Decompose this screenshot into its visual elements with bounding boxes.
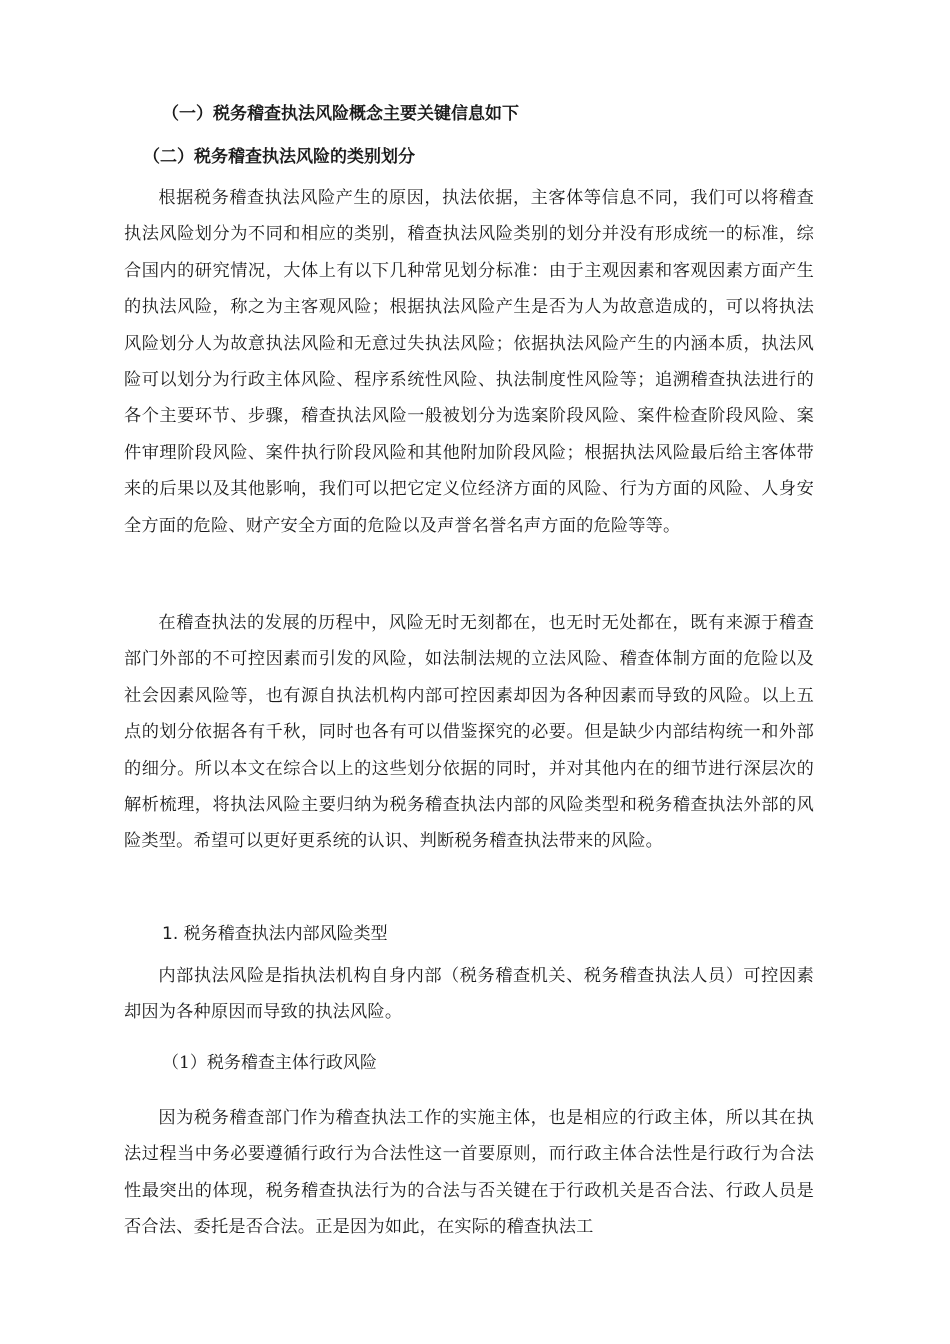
paragraph-internal-risk-definition: 内部执法风险是指执法机构自身内部（税务稽查机关、税务稽查执法人员）可控因素却因为各种原因而导致的执法风险。 [124, 966, 814, 1023]
paragraph-administrative-risk: 因为税务稽查部门作为稽查执法工作的实施主体，也是相应的行政主体，所以其在执法过程当中务必要遵循行政行为合法性这一首要原则，而行政主体合法性是行政行为合法性最突出的体现，税务稽查执法行为的合法与否关键在于行政机关是否合法、行政人员是否合法、委托是否合法。正是因为如此，在实际的稽查执法工 [124, 1108, 814, 1238]
paragraph-risk-history: 在稽查执法的发展的历程中，风险无时无刻都在，也无时无处都在，既有来源于稽查部门外部的不可控因素而引发的风险，如法制法规的立法风险、稽查体制方面的危险以及社会因素风险等，也有源自执法机构内部可控因素却因为各种因素而导致的风险。以上五点的划分依据各有千秋，同时也各有可以借鉴探究的必要。但是缺少内部结构统一和外部的细分。所以本文在综合以上的这些划分依据的同时，并对其他内在的细节进行深层次的解析梳理，将执法风险主要归纳为税务稽查执法内部的风险类型和税务稽查执法外部的风险类型。希望可以更好更系统的认识、判断税务稽查执法带来的风险。 [124, 613, 814, 852]
section-heading-concept: （一）税务稽查执法风险概念主要关键信息如下 [162, 104, 519, 124]
section-heading-classification: （二）税务稽查执法风险的类别划分 [143, 147, 415, 167]
subsubsection-heading-administrative-risk: （1）税务稽查主体行政风险 [162, 1053, 377, 1073]
paragraph-classification-standards: 根据税务稽查执法风险产生的原因，执法依据，主客体等信息不同，我们可以将稽查执法风险划分为不同和相应的类别，稽查执法风险类别的划分并没有形成统一的标准，综合国内的研究情况，大体上有以下几种常见划分标准：由于主观因素和客观因素方面产生的执法风险，称之为主客观风险；根据执法风险产生是否为人为故意造成的，可以将执法风险划分人为故意执法风险和无意过失执法风险；依据执法风险产生的内涵本质，执法风险可以划分为行政主体风险、程序系统性风险、执法制度性风险等；追溯稽查执法进行的各个主要环节、步骤，稽查执法风险一般被划分为选案阶段风险、案件检查阶段风险、案件审理阶段风险、案件执行阶段风险和其他附加阶段风险；根据执法风险最后给主客体带来的后果以及其他影响，我们可以把它定义位经济方面的风险、行为方面的风险、人身安全方面的危险、财产安全方面的危险以及声誉名誉名声方面的危险等等。 [124, 188, 814, 536]
subsection-heading-internal-risk: 1. 税务稽查执法内部风险类型 [162, 924, 388, 944]
